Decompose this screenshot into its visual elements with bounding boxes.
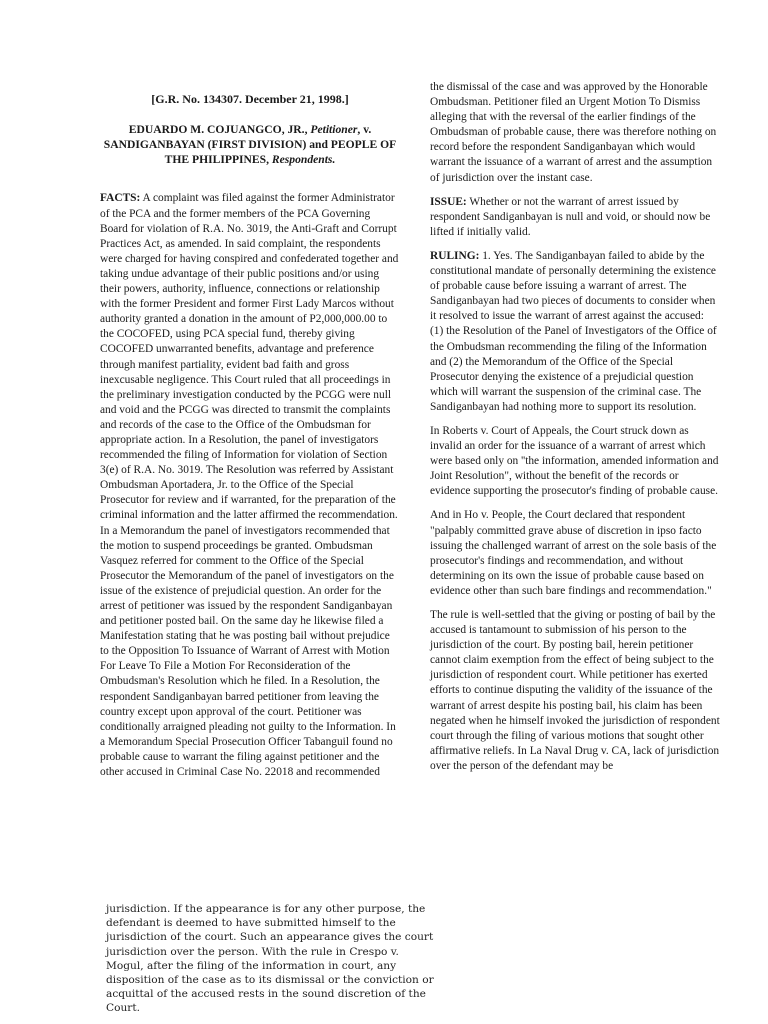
facts-text: A complaint was filed against the former Administrator of the PCA and the former members of the PCA Governing Board for violation of R.A. No. 3019, the Anti-Graft and Corrupt Practices Act, as amended. In said complaint, the respondents were charged for having conspired and confederated together and taking undue advantage of their public positions and/or using their powers, authority, influence, connections or relationship with the former President and former First Lady Marcos without authority granted a donation in the amount of P2,000,000.00 to the COCOFED, using PCA special fund, thereby giving COCOFED unwarranted benefits, advantage and preference through manifest partiality, evident bad faith and gross inexcusable negligence. This Court ruled that all proceedings in the preliminary investigation conducted by the PCGG were null and void and the PCGG was directed to transmit the complaints and records of the case to the Office of the Ombudsman for appropriate action. In a Resolution, the panel of investigators recommended the filing of Information for violation of Section 3(e) of R.A. No. 3019. The Resolution was referred by Assistant Ombudsman Aportadera, Jr. to the Office of the Special Prosecutor for review and if warranted, for the preparation of the criminal information and the latter affirmed the recommendation. In a Memorandum the panel of investigators recommended that the motion to suspend proceedings be granted. Ombudsman Vasquez referred for comment to the Office of the Special Prosecutor the Memorandum of the panel of investigators on the issue of the existence of prejudicial question. An order for the arrest of petitioner was issued by the respondent Sandiganbayan and petitioner posted bail. On the same day he likewise filed a Manifestation stating that he was posting bail without prejudice to the Opposition To Issuance of Warrant of Arrest with Motion For Leave To File a Motion For Reconsideration of the Ombudsman's Resolution which he filed. In a Resolution, the respondent Sandiganbayan barred petitioner from leaving the country except upon approval of the court. Petitioner was conditionally arraigned pleading not guilty to the Information. In a Memorandum Special Prosecution Officer Tabanguil found no probable cause to warrant the filing against petitioner and the other accused in Criminal Case No. 22018 and recommended <box>100 192 399 779</box>
versus-parties: , v. SANDIGANBAYAN (FIRST DIVISION) and PEOPLE OF THE PHILIPPINES, <box>103 123 397 166</box>
ruling-paragraph <box>430 249 720 415</box>
right-column <box>430 80 720 783</box>
issue-label: ISSUE: <box>430 195 467 208</box>
ruling-label: RULING: <box>430 249 480 262</box>
facts-label: FACTS: <box>100 192 141 205</box>
issue-paragraph <box>430 195 720 240</box>
case-parties <box>100 123 400 167</box>
petitioner-name: EDUARDO M. COJUANGCO, JR., <box>128 123 311 137</box>
ho-paragraph: And in Ho v. People, the Court declared that respondent "palpably committed grave abuse of discretion in ipso facto issuing the challenged warrant of arrest on the sole basis of the prosecutor's findings and recommendation, and without determining on its own the issue of probable cause based on evidence other than such bare findings and recommendation." <box>430 509 717 597</box>
excerpt-paragraph: jurisdiction. If the appearance is for any other purpose, the defendant is deemed to have submitted himself to the jurisdiction of the court. Such an appearance gives the court jurisdiction over the person. With the rule in Crespo v. Mogul, after the filing of the information in court, any disposition of the case as to its dismissal or the conviction or acquittal of the accused rests in the sound discretion of the Court. <box>106 903 434 1015</box>
ruling-text: 1. Yes. The Sandiganbayan failed to abide by the constitutional mandate of personally determining the existence of probable cause before issuing a warrant of arrest. The Sandiganbayan had two pieces of documents to consider when it resolved to issue the warrant of arrest against the accused: (1) the Resolution of the Panel of Investigators of the Office of the Ombudsman recommending the filing of the Information and (2) the Memorandum of the Office of the Special Prosecutor denying the existence of a prejudicial question which will warrant the suspension of the criminal case. The Sandiganbayan had nothing more to support its resolution. <box>430 249 717 413</box>
respondent-role: Respondents. <box>271 152 336 166</box>
issue-text: Whether or not the warrant of arrest issued by respondent Sandiganbayan is null and void, or should now be lifted if initially valid. <box>430 195 711 238</box>
facts-continued-paragraph: the dismissal of the case and was approved by the Honorable Ombudsman. Petitioner filed an Urgent Motion To Dismiss alleging that with the reversal of the earlier findings of the Ombudsman of probable cause, there was therefore nothing on record before the respondent Sandiganbayan which would warrant the issuance of a warrant of arrest and the assumption of jurisdiction over the instant case. <box>430 81 717 184</box>
facts-paragraph <box>100 191 400 780</box>
bail-paragraph: The rule is well-settled that the giving or posting of bail by the accused is tantamount to submission of his person to the jurisdiction of the court. By posting bail, herein petitioner cannot claim exemption from the effect of being subject to the jurisdiction of respondent court. While petitioner has exerted efforts to continue disputing the validity of the issuance of the warrant of arrest despite his posting bail, his claim has been negated when he himself invoked the jurisdiction of respondent court through the filing of various motions that sought other affirmative reliefs. In La Naval Drug v. CA, lack of jurisdiction over the person of the defendant may be <box>430 609 720 772</box>
case-number: [G.R. No. 134307. December 21, 1998.] <box>151 92 349 106</box>
petitioner-role: Petitioner <box>310 123 358 137</box>
roberts-paragraph: In Roberts v. Court of Appeals, the Court struck down as invalid an order for the issuance of a warrant of arrest which were based only on ''the information, amended information and Joint Resolution", without the benefit of the records or evidence supporting the prosecutor's finding of probable cause. <box>430 424 719 498</box>
left-column <box>100 80 400 789</box>
